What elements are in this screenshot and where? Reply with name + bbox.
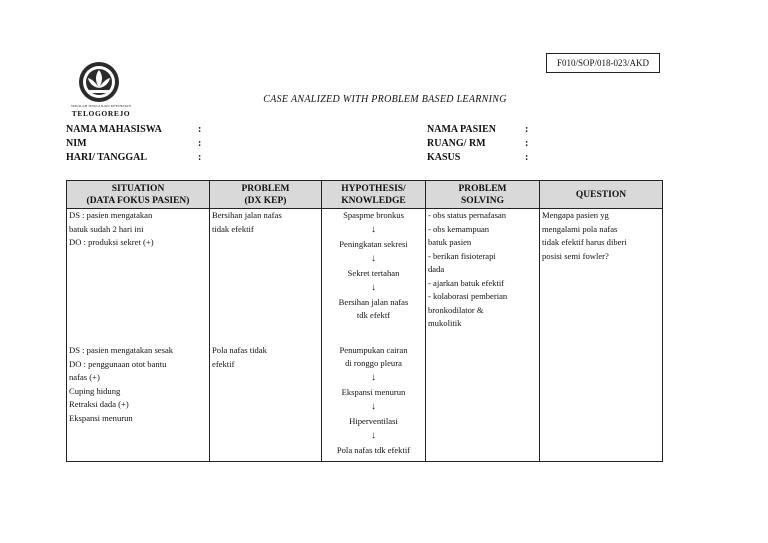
down-arrow-icon: ↓ bbox=[371, 253, 376, 264]
solving-cell: - obs status pernafasan - obs kemampuan batuk pasien - berikan fisioterapi dada - ajarkan batuk efektif - kolaborasi pemberian bronkodilator & mukolitik bbox=[426, 209, 540, 462]
problem-cell: Bersihan jalan nafas tidak efektif Pola nafas tidak efektif bbox=[210, 209, 322, 462]
document-title: CASE ANALIZED WITH PROBLEM BASED LEARNING bbox=[263, 94, 507, 105]
question-cell: Mengapa pasien yg mengalami pola nafas tidak efektif harus diberi posisi semi fowler? bbox=[540, 209, 663, 462]
header-solving: PROBLEM SOLVING bbox=[426, 181, 540, 209]
patient-info bbox=[427, 123, 528, 165]
info-label: NIM bbox=[66, 138, 87, 149]
header-situation: SITUATION (DATA FOKUS PASIEN) bbox=[67, 181, 210, 209]
info-separator: : bbox=[525, 124, 529, 135]
header-question: QUESTION bbox=[540, 181, 663, 209]
info-separator: : bbox=[198, 138, 202, 149]
header-problem: PROBLEM (DX KEP) bbox=[210, 181, 322, 209]
info-separator: : bbox=[198, 152, 202, 163]
form-code-box: F010/SOP/018-023/AKD bbox=[546, 53, 660, 73]
info-label: KASUS bbox=[427, 152, 461, 163]
info-separator: : bbox=[198, 124, 202, 135]
info-label: NAMA MAHASISWA bbox=[66, 124, 162, 135]
student-info bbox=[66, 123, 201, 165]
header-hypothesis: HYPOTHESIS/ KNOWLEDGE bbox=[322, 181, 426, 209]
logo-caption: SEKOLAH TINGGI ILMU KESEHATAN bbox=[70, 104, 132, 108]
situation-cell: DS : pasien mengatakan batuk sudah 2 hari ini DO : produksi sekret (+) DS : pasien mengatakan sesak DO : penggunaan otot bantu nafas (+) Cuping hidung Retraksi dada (+) Ekspansi menurun bbox=[67, 209, 210, 462]
down-arrow-icon: ↓ bbox=[371, 430, 376, 441]
info-label: HARI/ TANGGAL bbox=[66, 152, 148, 163]
pbl-table bbox=[66, 180, 663, 462]
table-header-row bbox=[67, 181, 663, 209]
down-arrow-icon: ↓ bbox=[371, 401, 376, 412]
info-separator: : bbox=[525, 138, 529, 149]
info-label: NAMA PASIEN bbox=[427, 124, 496, 135]
info-label: RUANG/ RM bbox=[427, 138, 486, 149]
hypothesis-cell: Spaspme bronkus ↓ Peningkatan sekresi ↓ Sekret tertahan ↓ Bersihan jalan nafas tdk efektf Penumpukan cairan di ronggo pleura ↓ Ekspansi menurun ↓ Hiperventilasi ↓ Pola nafas tdk efektif bbox=[322, 209, 426, 462]
down-arrow-icon: ↓ bbox=[371, 372, 376, 383]
logo-name: TELOGOREJO bbox=[71, 109, 131, 118]
down-arrow-icon: ↓ bbox=[371, 224, 376, 235]
info-separator: : bbox=[525, 152, 529, 163]
down-arrow-icon: ↓ bbox=[371, 282, 376, 293]
table-body-row bbox=[67, 209, 663, 462]
